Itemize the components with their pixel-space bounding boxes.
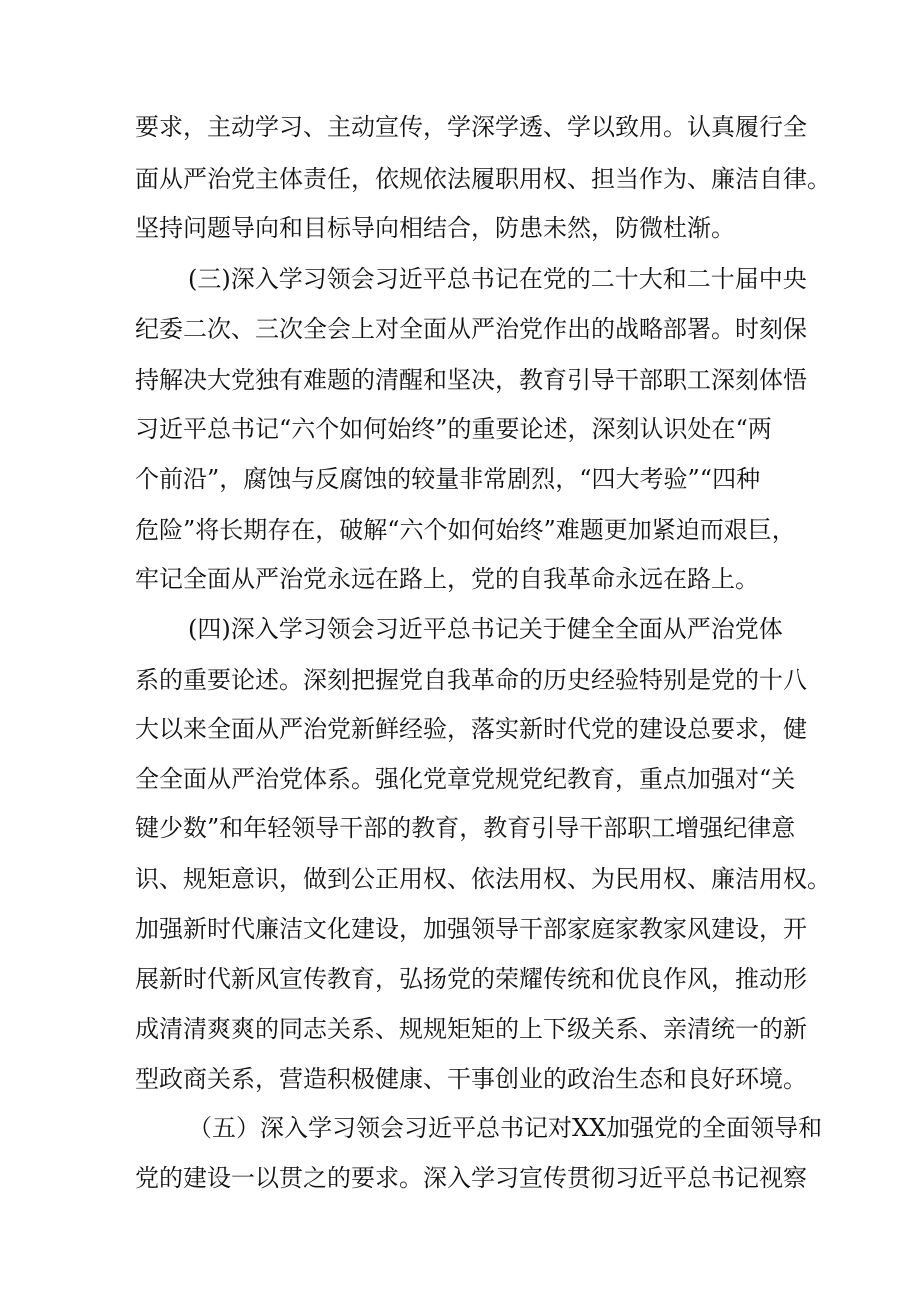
text-line: 坚持问题导向和目标导向相结合，防患未然，防微杜渐。 [135,214,735,242]
text-line: 持解决大党独有难题的清醒和坚决，教育引导干部职工深刻体悟 [135,366,807,394]
text-line: 系的重要论述。深刻把握党自我革命的历史经验特别是党的十八 [135,666,807,694]
text-line: 面从严治党主体责任，依规依法履职用权、担当作为、廉洁自律。 [135,165,831,193]
section-heading-line: （五）深入学习领会习近平总书记对XX加强党的全面领导和 [188,1114,823,1142]
text-line: 识、规矩意识，做到公正用权、依法用权、为民用权、廉洁用权。 [135,865,831,893]
text-line: 成清清爽爽的同志关系、规规矩矩的上下级关系、亲清统一的新 [135,1015,807,1043]
text-line: 要求，主动学习、主动宣传，学深学透、学以致用。认真履行全 [135,113,807,141]
text-line: 纪委二次、三次全会上对全面从严治党作出的战略部署。时刻保 [135,315,807,343]
text-line: 加强新时代廉洁文化建设，加强领导干部家庭家教家风建设，开 [135,915,807,943]
text-line: 危险”将长期存在，破解“六个如何始终”难题更加紧迫而艰巨， [135,516,796,544]
text-line: 个前沿”，腐蚀与反腐蚀的较量非常剧烈，“四大考验”“四种 [135,465,761,493]
text-line: 键少数”和年轻领导干部的教育，教育引导干部职工增强纪律意 [135,814,796,842]
section-heading-line: (四)深入学习领会习近平总书记关于健全全面从严治党体 [188,615,783,643]
text-line: 习近平总书记“六个如何始终”的重要论述，深刻认识处在“两 [135,415,772,443]
text-line: 牢记全面从严治党永远在路上，党的自我革命永远在路上。 [135,565,759,593]
text-line: 党的建设一以贯之的要求。深入学习宣传贯彻习近平总书记视察 [135,1164,807,1192]
text-line: 型政商关系，营造积极健康、干事创业的政治生态和良好环境。 [135,1065,807,1093]
text-line: 大以来全面从严治党新鲜经验，落实新时代党的建设总要求，健 [135,715,807,743]
text-line: 展新时代新风宣传教育，弘扬党的荣耀传统和优良作风，推动形 [135,965,807,993]
text-line: 全全面从严治党体系。强化党章党规党纪教育，重点加强对“关 [135,765,796,793]
section-heading-line: (三)深入学习领会习近平总书记在党的二十大和二十届中央 [188,265,807,293]
